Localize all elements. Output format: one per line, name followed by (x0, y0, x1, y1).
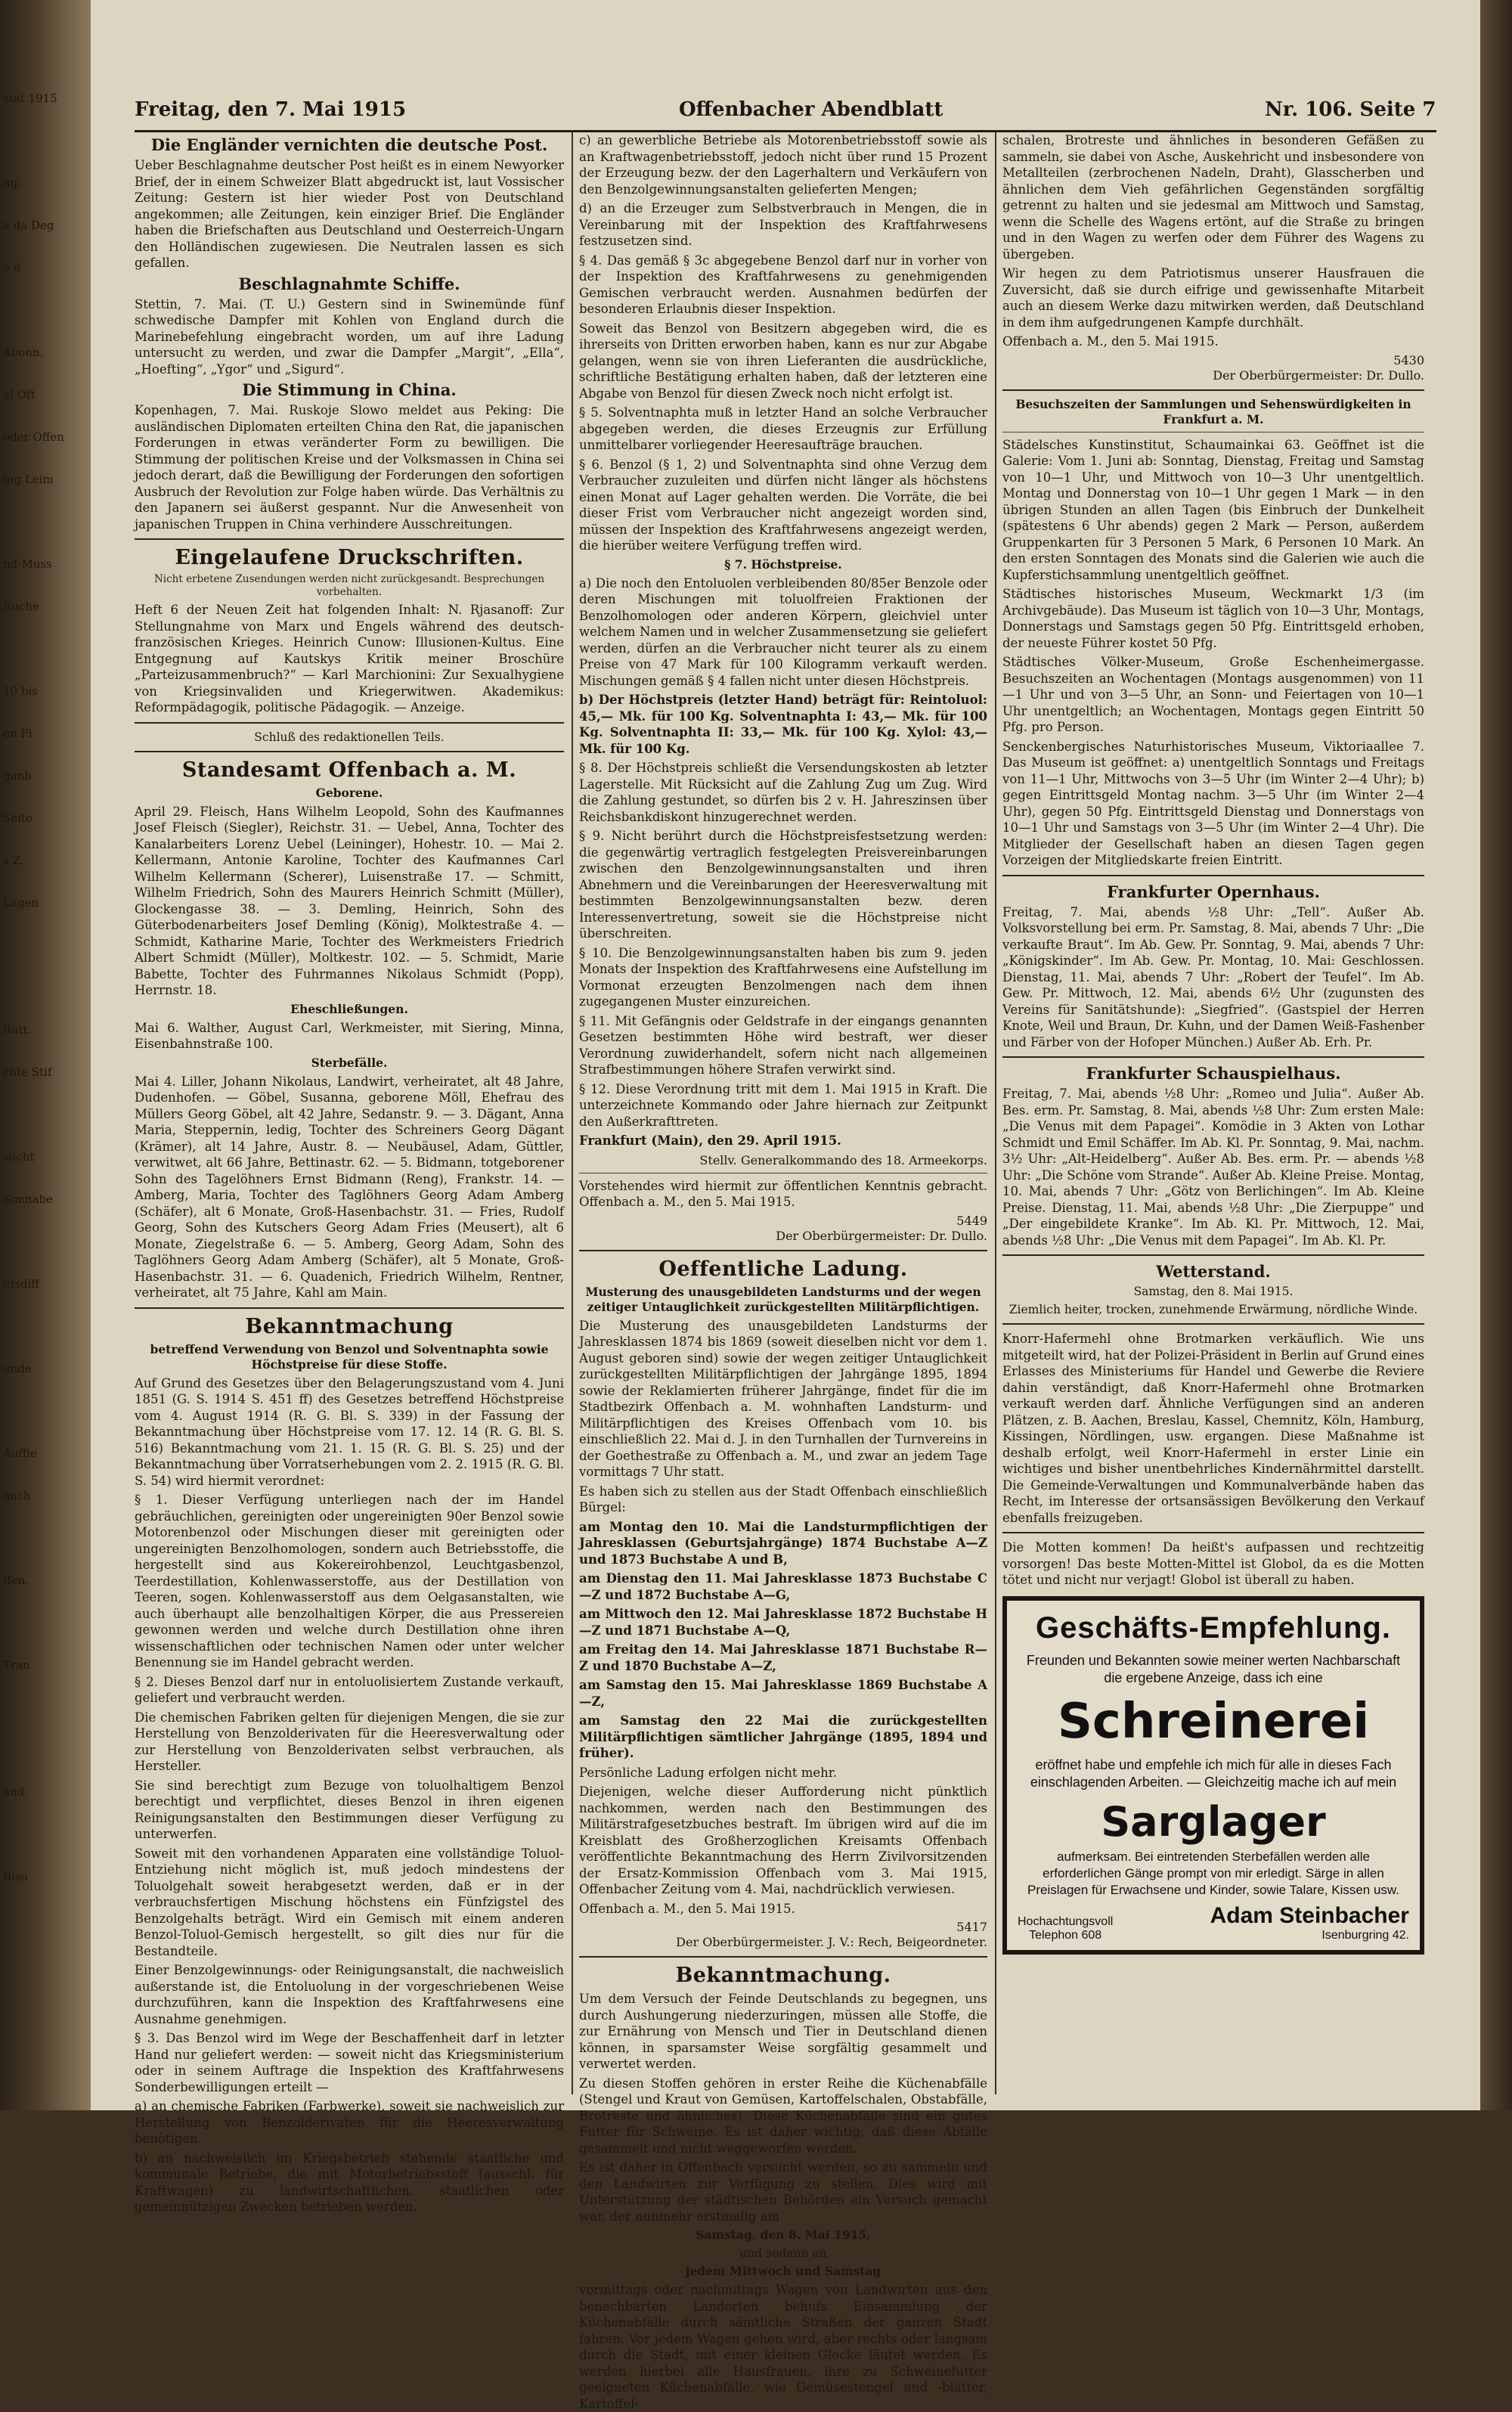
binding-fragment-line: nach (3, 1489, 31, 1502)
benzol-notice-text: Sie sind berechtigt zum Bezuge von toluolhaltigem Benzol berechtigt und verpflichtet, dieses Benzol in ihren eigenen Reinigungsanstalten den Bestimmungen dieser Verfügung zu unterwerfen. (135, 1778, 564, 1841)
binding-fragment-line (3, 1827, 79, 1869)
weather-forecast: Ziemlich heiter, trocken, zunehmende Erwärmung, nördliche Winde. (1009, 1303, 1418, 1316)
binding-fragment-line (3, 1107, 79, 1149)
registry-marriages-text: Mai 6. Walther, August Carl, Werkmeister, mit Siering, Minna, Eisenbahnstraße 100. (135, 1020, 564, 1051)
summons-schedule: am Freitag den 14. Mai Jahresklasse 1871 Buchstabe R—Z und 1870 Buchstabe A—Z, (579, 1642, 987, 1673)
summons-schedule: am Samstag den 15. Mai Jahresklasse 1869 Buchstabe A—Z, (579, 1678, 987, 1709)
binding-fragment-line (3, 514, 79, 556)
museum-text: Städelsches Kunstinstitut, Schaumainkai 63. Geöffnet ist die Galerie: Vom 1. Juni ab: Sonntag, Dienstag, Freitag und Samstag von 10—1 Uhr, und Mittwoch von 10—3 Uhr unentgeltlich. Montag und Donnerstag von 10—1 Uhr gegen 1 Mark — in den übrigen Stunden an allen Tagen (bis Einbruch der Dunkelheit (spätestens 6 Uhr abends) gegen 2 Mark — Person, außerdem Gruppenkarten für 3 Personen 5 Mark, 6 Personen 10 Mark. An den ersten Sonntagen des Monats sind die Galerien wie auch die Kupferstichsammlung unentgeltlich geöffnet. (1002, 437, 1424, 582)
benzol-notice-text: Auf Grund des Gesetzes über den Belagerungszustand vom 4. Juni 1851 (G. S. 1914 S. 451 ff) des Gesetzes betreffend Höchstpreise vom 4. August 1914 (R. G. Bl. S. 339) in der Fassung der Bekanntmachung über Höchstpreise vom 17. 12. 14 (R. G. Bl. S. 516) Bekanntmachung vom 21. 1. 15 (R. G. Bl. S. 25) und der Bekanntmachung über Vorratserhebungen vom 2. 2. 1915 (R. G. Bl. S. 54) wird hiermit verordnet: (135, 1375, 564, 1488)
advert-greeting: Hochachtungsvoll (1018, 1914, 1114, 1928)
registry-deaths-heading: Sterbefälle. (311, 1055, 388, 1070)
book-edge-right (1480, 0, 1512, 2110)
header-page-number: Nr. 106. Seite 7 (1265, 98, 1436, 121)
benzol-notice-text: § 12. Diese Verordnung tritt mit dem 1. Mai 1915 in Kraft. Die unterzeichnete Kommando oder Jahre hiernach zur Zeitpunkt den Außerkrafttreten. (579, 1081, 987, 1129)
summons-text: Es haben sich zu stellen aus der Stadt Offenbach einschließlich Bürgel: (579, 1483, 987, 1514)
benzol-notice-text: § 8. Der Höchstpreis schließt die Versendungskosten ab letzter Lagerstelle. Mit Rücksicht auf die Zahlung Zug um Zug. Wird die Zahlung gestundet, so dürfen bis 2 v. H. Jahreszinsen über Reichsbankdiskont hinzugerechnet werden. (579, 761, 987, 824)
binding-fragment-line: Ratt. (3, 1023, 32, 1037)
binding-fragment-line: unde (3, 1362, 32, 1375)
theatre-program: Freitag, 7. Mai, abends ½8 Uhr: „Romeo und Julia“. Außer Ab. Bes. erm. Pr. Samstag, 8. Mai, abends ½8 Uhr: Zum ersten Male: „Die Venus mit dem Papagei“. Komödie in 3 Akten von Lothar Schmidt und Emil Schäffer. Im Ab. Kl. Pr. Sonntag, 9. Mai, nachm. 3½ Uhr: „Alt-Heidelberg“. Außer Ab. Bes. erm. Pr. — abends ½8 Uhr: „Die Schöne vom Strande“. Außer Ab. Kleine Preise. Montag, 10. Mai, abends 7 Uhr: „Götz von Berlichingen“. Im Ab. Kleine Preise. Dienstag, 11. Mai, abends ½8 Uhr: „Die Zierpuppe“ und „Der eingebildete Kranke“. Im Ab. Kl. Pr. Mittwoch, 12. Mai, abends ½8 Uhr: „Die Venus mit dem Papagei“. Im Ab. Kl. Pr. (1002, 1087, 1424, 1248)
book-binding-left (0, 0, 91, 2110)
summons-text: Die Musterung des unausgebildeten Landsturms der Jahresklassen 1874 bis 1869 (soweit dieselben nicht vor dem 1. August geboren sind) sowie der wegen zeitiger Untauglichkeit zurückgestellten Militärpflichtigen der Jahrgänge 1895, 1894 sowie der Reklamierten früherer Jahrgänge, findet für die im Stadtbezirk Offenbach a. M. wohnhaften Landsturm- und Militärpflichtigen des Kreises Offenbach vom 10. bis einschließlich 22. Mai d. J. in den Turnhallen der Turnvereins in der Goethestraße zu Offenbach a. M., und zwar an jedem Tage vormittags 7 Uhr statt. (579, 1318, 987, 1479)
binding-fragment-line: a da Deg (3, 219, 54, 232)
publications-text: Heft 6 der Neuen Zeit hat folgenden Inhalt: N. Rjasanoff: Zur Stellungnahme von Marx und Engels während des deutsch-französischen Krieges. Heinrich Cunow: Illusionen-Kultus. Eine Entgegnung auf Kautskys Kritik meiner Broschüre „Parteizusammenbruch?“ — Karl Marchionini: Zur Sexualhygiene von Kriegsinvaliden und Kriegerwitwen. Akademikus: Reformpädagogik, politische Pädagogik. — Anzeige. (135, 603, 564, 715)
article-text-china: Kopenhagen, 7. Mai. Ruskoje Slowo meldet aus Peking: Die ausländischen Diplomaten erteilten China den Rat, die japanischen Forderungen in etwas veränderter Form zu bewilligen. Die Stimmung der politischen Kreise und der Volksmassen in China sei jedoch derart, daß die Bewilligung der Forderungen den sofortigen Ausbruch der Revolution zur Folge haben würde. Das Verhältnis zu den Japanern sei äußerst gespannt. Nur die Anwesenheit von japanischen Truppen in China verhindere Ausschreitungen. (135, 403, 564, 532)
benzol-notice-subtitle: betreffend Verwendung von Benzol und Solventnaphta sowie Höchstpreise für diese Stoffe. (150, 1341, 549, 1372)
summons-schedule: am Montag den 10. Mai die Landsturmpflichtigen der Jahresklassen (Geburtsjahrgänge) 1874 Buchstabe A—Z und 1873 Buchstabe A und B, (579, 1519, 987, 1567)
binding-fragment-line (3, 938, 79, 980)
binding-fragment-line: nd-Muss (3, 557, 52, 571)
section-title-registry: Standesamt Offenbach a. M. (181, 758, 517, 782)
advert-phone-number: Telephon 608 (1029, 1928, 1102, 1942)
registry-births-text: April 29. Fleisch, Hans Wilhelm Leopold, Sohn des Kaufmannes Josef Fleisch (Siegler), Reichstr. 31. — Uebel, Anna, Tochter des Kanalarbeiters Lorenz Uebel (Leininger), Hohestr. 10. — Mai 2. Kellermann, Antonie Karoline, Tochter des Kaufmannes Carl Wilhelm Kellermann (Scherer), Luisenstraße 17. — Schmitt, Wilhelm Friedrich, Sohn des Maurers Heinrich Schmitt (Müller), Glockengasse 38. — 3. Demling, Heinrich, Sohn des Güterbodenarbeiters Josef Demling (König), Molktestraße 4. — Schmidt, Katharine Marie, Tochter des Werkmeisters Friedrich Albert Schmidt (Müller), Moltkestr. 102. — 5. Schmidt, Marie Babette, Tochter des Fuhrmannes Nikolaus Schmidt (Popp), Herrnstr. 18. (135, 804, 564, 997)
separator (1002, 1254, 1424, 1256)
binding-fragment-line: ing Leim (3, 473, 54, 486)
separator (579, 1250, 987, 1251)
binding-fragment-line: and. (3, 1785, 28, 1799)
ad-number: 5430 (1393, 352, 1424, 367)
binding-fragment-line (3, 1615, 79, 1657)
binding-fragment-line: ganb (3, 769, 32, 783)
kitchen-waste-days: jedem Mittwoch und Samstag (685, 2264, 881, 2278)
binding-fragment-line (3, 641, 79, 684)
section-title-benzol-notice: Bekanntmachung (245, 1314, 454, 1338)
binding-fragment-line: Lagen (3, 896, 39, 910)
binding-fragment-line: Ruche (3, 600, 39, 613)
summons-text: Diejenigen, welche dieser Aufforderung nicht pünktlich nachkommen, werden nach den Bestimmungen des Militärstrafgesetzbuches bestraft. Im übrigen wird auf die im Kreisblatt des Großherzoglichen Kreisamts Offenbach veröffentlichte Bekanntmachung des Herrn Zivilvorsitzenden der Ersatz-Kommission Offenbach vom 3. Mai 1915, Offenbacher Zeitung vom 4. Mai, nachdrücklich verwiesen. (579, 1784, 987, 1896)
page-header (135, 98, 1436, 132)
benzol-notice-signature: Stellv. Generalkommando des 18. Armeekorps. (699, 1152, 987, 1167)
advert-text: Freunden und Bekannten sowie meiner werten Nachbarschaft die ergebene Anzeige, dass ich eine (1026, 1652, 1401, 1685)
binding-fragment-line: chte Stif (3, 1065, 52, 1079)
summons-schedule: am Dienstag den 11. Mai Jahresklasse 1873 Buchstabe C—Z und 1872 Buchstabe A—G, (579, 1571, 987, 1602)
separator (1002, 389, 1424, 391)
kitchen-waste-text: schalen, Brotreste und ähnliches in besonderen Gefäßen zu sammeln, sie dabei von Asche, Auskehricht und insbesondere von Metallteilen (zerbrochenen Nadeln, Draht), Glasscherben und ähnlichen dem Vieh gefährlichen Gegenständen sorgfältig getrennt zu halten und sie jedesmal am Mittwoch und Samstag, wenn die Schelle des Wagens ertönt, auf die Straße zu bringen und in den Wagen zu werfen oder dem Führer des Wagens zu übergeben. (1002, 133, 1424, 262)
binding-fragment-line: al Oft (3, 388, 36, 401)
summons-text: Persönliche Ladung erfolgen nicht mehr. (579, 1765, 838, 1780)
advert-address: Isenburgring 42. (1321, 1928, 1409, 1942)
binding-fragment-line: en Fi (3, 727, 33, 740)
binding-fragment-line: ufsdiff (3, 1277, 39, 1291)
kitchen-waste-date: Samstag, den 8. Mai 1915, (696, 2228, 871, 2242)
column-1 (135, 132, 564, 2214)
benzol-notice-place-date: Frankfurt (Main), den 29. April 1915. (579, 1133, 841, 1148)
binding-fragment-line: Seite (3, 811, 33, 825)
section-title-summons: Oeffentliche Ladung. (658, 1257, 908, 1281)
advert-headline-carpentry: Schreinerei (1057, 1693, 1370, 1750)
summons-schedule: am Samstag den 22 Mai die zurückgestellten Militärpflichtigen sämtlicher Jahrgänge (1895, 1894 und früher). (579, 1713, 987, 1760)
kitchen-waste-text: vormittags oder nachmittags Wagen von Landwirten aus den benachbarten Landorten behufs Einsammlung der Küchenabfälle durch sämtliche Straßen der ganzen Stadt fahren. Vor jedem Wagen gehen wird, aber rechts oder langsam durch die Stadt, mit einer kleinen Glocke läutet werden. Es werden hierbei alle Hausfrauen, ihre zu Schweinefutter geeigneten Küchenabfälle, wie Gemüsestengel und -blätter, Kartoffel- (579, 2283, 987, 2411)
benzol-notice-text: § 11. Mit Gefängnis oder Geldstrafe in der eingangs genannten Gesetzen bestimmten Höhe wird bestraft, wer dieser Verordnung zuwiderhandelt, sofern nicht nach allgemeinen Strafbestimmungen höhere Strafen verwirkt sind. (579, 1013, 987, 1077)
benzol-notice-text: Die chemischen Fabriken gelten für diejenigen Mengen, die sie zur Herstellung von Benzolderivaten für die Heeresverwaltung oder zur Herstellung von Benzolderivaten selbst verbrauchen, als Hersteller. (135, 1710, 564, 1773)
binding-fragment-line (3, 1234, 79, 1276)
separator (1002, 1532, 1424, 1533)
article-text-post: Ueber Beschlagnahme deutscher Post heißt es in einem Newyorker Brief, der in einem Schweizer Blatt abgedruckt ist, laut Vossischer Zeitung: Gestern ist hier wieder Post von Deutschland angekommen; alle Zeitungen, kein einziger Brief. Die Engländer haben die Briefschaften aus Deutschland und Oesterreich-Ungarn den Holländischen zugewiesen. Die Neutralen lassen es sich gefallen. (135, 158, 564, 270)
advert-signature (1210, 1903, 1409, 1942)
section-title-publications: Eingelaufene Druckschriften. (175, 546, 524, 569)
benzol-notice-text: b) Der Höchstpreis (letzter Hand) beträgt für: Reintoluol: 45,— Mk. für 100 Kg. Solventnaphta I: 43,— Mk. für 100 Kg. Solventnaphta II: 33,— Mk. für 100 Kg. Xylol: 43,— Mk. für 100 Kg. (579, 693, 987, 756)
benzol-notice-text: Soweit das Benzol von Besitzern abgegeben wird, die es ihrerseits von Dritten erworben haben, kann es nur zur Abgabe gelangen, wenn sie von ihren Lieferanten die ausdrückliche, schriftliche Bestätigung erhalten haben, daß der letzteren eine Abgabe von Benzol für diesen Zweck noch nicht erfolgt ist. (579, 321, 987, 401)
summons-date: Offenbach a. M., den 5. Mai 1915. (579, 1901, 795, 1916)
benzol-notice-publication: Vorstehendes wird hiermit zur öffentlichen Kenntnis gebracht. Offenbach a. M., den 5. Mai 1915. (579, 1178, 987, 1209)
column-rule-1 (572, 132, 573, 2094)
kitchen-waste-text: Um dem Versuch der Feinde Deutschlands zu begegnen, uns durch Aushungerung niederzuringen, müssen alle Stoffe, die zur Ernährung von Mensch und Tier in Deutschland dienen können, in sparsamster Weise sorgfältig gesammelt und verwertet werden. (579, 1992, 987, 2071)
registry-deaths-text: Mai 4. Liller, Johann Nikolaus, Landwirt, verheiratet, alt 48 Jahre, Dudenhofen. — Göbel, Susanna, geborene Möll, Ehefrau des Müllers Georg Göbel, alt 42 Jahre, Sedanstr. 9. — 3. Dägant, Anna Maria, Steppernin, ledig, Tochter des Schreiners Georg Dägant (Krämer), alt 14 Jahre, Austr. 8. — Neubäusel, Adam, Güttler, verwitwet, alt 66 Jahre, Bettinastr. 62. — 5. Bidmann, totgeborener Sohn des Tagelöhners Ernst Bidmann (Reng), Frankstr. 14. — Amberg, Maria, Tochter des Taglöhners Georg Adam Amberg (Schäfer), alt 6 Monate, Groß-Hasenbachstr. 31. — Fries, Rudolf Georg, Sohn des Kutschers Georg Adam Fries (Meusert), alt 6 Monate, Ziegelstraße 6. — 5. Amberg, Georg Adam, Sohn des Taglöhners Georg Adam Amberg (Schäfer), alt 5 Monate, Groß-Hasenbachstr. 31. — 6. Quadenich, Friedrich Wilhelm, Rentner, verheiratet, alt 75 Jahre, Kahl am Main. (135, 1074, 564, 1300)
binding-fragment-line: e d (3, 261, 21, 274)
section-title-opera: Frankfurter Opernhaus. (1107, 882, 1320, 901)
mayor-signature: Der Oberbürgermeister: Dr. Dullo. (776, 1228, 987, 1243)
advert-text: aufmerksam. Bei eintretenden Sterbefällen werden alle erforderlichen Gänge prompt von mir erledigt. Särge in allen Preislagen für Erwachsene und Kinder, sowie Talare, Kissen usw. (1027, 1849, 1399, 1897)
benzol-notice-text: § 3. Das Benzol wird im Wege der Beschaffenheit darf in letzter Hand nur geliefert werden: — soweit nicht das Kriegsministerium oder in seinem Auftrage die Inspektion des Kraftfahrwesens Sonderbewilligungen erteilt — (135, 2031, 564, 2094)
kitchen-waste-text: Es ist daher in Offenbach versucht werden, so zu sammeln und den Landwirten zur Verfügung zu stellen. Dies wird mit Unterstützung der städtischen Behörden ein Versuch gemacht war, der nunmehr erstmalig am (579, 2160, 987, 2224)
binding-fragment-line (3, 133, 79, 175)
benzol-notice-text: § 10. Die Benzolgewinnungsanstalten haben bis zum 9. jeden Monats der Inspektion des Kraftfahrwesens eine Aufstellung im Vormonat erzeugten Benzolmengen nach dem ihnen zugegangenen Muster einzureichen. (579, 945, 987, 1009)
article-title-ships: Beschlagnahmte Schiffe. (238, 274, 460, 293)
advert-phone (1018, 1915, 1113, 1942)
kitchen-waste-date: Offenbach a. M., den 5. Mai 1915. (1002, 334, 1219, 349)
publications-note: Nicht erbetene Zusendungen werden nicht zurückgesandt. Besprechungen vorbehalten. (153, 573, 545, 598)
benzol-notice-text: § 1. Dieser Verfügung unterliegen nach der im Handel gebräuchlichen, gereinigten oder ungereinigten 90er Benzol sowie Motorenbenzol oder Mischungen dieser mit gereinigten oder ungereinigten Benzolhomologen, sondern auch Betriebsstoffe, die hergestellt sind aus Kokereirohbenzol, Leuchtgasbenzol, Teerdestillation, Kohlenwasserstoffe, aus der Destillation von Teeren, sogen. Kohlenwasserstoff aus dem Oelgasanstalten, wie auch überhaupt alle benzolhaltigen Körper, die aus Pressereien gewonnen werden und welche durch Destillation ohne ihren wissenschaftlichen oder technischen Namen oder unter welcher Benennung sie im Handel gebracht werden. (135, 1493, 564, 1669)
carpentry-advert (1002, 1596, 1424, 1955)
separator (1002, 1323, 1424, 1325)
section-title-kitchen-waste: Bekanntmachung. (675, 1964, 891, 1987)
binding-fragment-line: sucht (3, 1150, 35, 1164)
benzol-notice-text: § 5. Solventnaphta muß in letzter Hand an solche Verbraucher abgegeben werden, die dieses Erzeugnis zur Erfüllung unmittelbarer vorliegender Heeresaufträge brauchen. (579, 405, 987, 452)
column-3 (1002, 132, 1424, 2098)
binding-fragment-line: Biso (3, 1870, 28, 1883)
column-2 (579, 132, 987, 2411)
advert-owner-name: Adam Steinbacher (1210, 1902, 1409, 1928)
article-title-china: Die Stimmung in China. (242, 380, 457, 399)
binding-fragment-line: Auffle (3, 1446, 37, 1460)
separator (135, 751, 564, 752)
separator (135, 538, 564, 540)
registry-births-heading: Geborene. (315, 785, 383, 800)
separator (135, 1307, 564, 1309)
benzol-notice-text: a) an chemische Fabriken (Farbwerke), soweit sie nachweislich zur Herstellung von Benzolderivaten für die Heeresverwaltung benötigen. (135, 2099, 564, 2146)
registry-marriages-heading: Eheschließungen. (290, 1001, 408, 1016)
binding-fragment-line (3, 1319, 79, 1361)
binding-fragment-line: ng. (3, 176, 22, 190)
binding-fragments (3, 91, 79, 1911)
summons-subtitle: Musterung des unausgebildeten Landsturms und der wegen zeitiger Untauglichkeit zurückgestellten Militärpflichtigen. (585, 1284, 981, 1314)
benzol-notice-text: § 2. Dieses Benzol darf nur in entoluolisiertem Zustande verkauft, geliefert und verbraucht werden. (135, 1674, 564, 1705)
advert-footer (1018, 1903, 1409, 1942)
separator (1002, 1056, 1424, 1058)
binding-fragment-line: 10 bis (3, 684, 38, 698)
binding-fragment-line: ffen. (3, 1573, 29, 1587)
binding-fragment-line: Sonnabe (3, 1192, 54, 1206)
editorial-end-note: Schluß des redaktionellen Teils. (254, 730, 445, 744)
knorr-notice: Knorr-Hafermehl ohne Brotmarken verkäuflich. Wie uns mitgeteilt wird, hat der Polizei-Präsident in Berlin auf Grund eines Erlasses des Ministeriums für Handel und Gewerbe die Reviere dahin verständigt, daß Knorr-Hafermehl ohne Brotmarken verkauft werden darf. Ähnliche Verfügungen sind an anderen Plätzen, z. B. Aachen, Breslau, Kassel, Chemnitz, Köln, Hamburg, Kissingen, Nördlingen, usw. ergangen. Diese Maßnahme ist deshalb erfolgt, weil Knorr-Hafermehl in erster Linie ein wichtiges und bisher unentbehrliches Kindernährmittel darstellt. Die Gemeinde-Verwaltungen und Kommunalverbände haben das Recht, im Interesse der ortsansässigen Bevölkerung den Verkauf ebenfalls freizugeben. (1002, 1332, 1424, 1525)
binding-fragment-line (3, 1742, 79, 1784)
museum-text: Städtisches Völker-Museum, Große Eschenheimergasse. Besuchszeiten an Wochentagen (Montags ausgenommen) von 11—1 Uhr und von 3—5 Uhr, an Sonn- und Feiertagen von 10—1 Uhr unentgeltlich; an Wochentagen, Montags gegen Eintritt 50 Pfg. pro Person. (1002, 655, 1424, 734)
benzol-notice-text: § 9. Nicht berührt durch die Höchstpreisfestsetzung werden: die gegenwärtig vertraglich festgelegten Preisvereinbarungen zwischen den Benzolgewinnungsanstalten und ihren Abnehmern und die Vereinbarungen der Heeresverwaltung mit bestimmten Benzolgewinnungsanstalten bezw. deren Interessenvertretung, soweit sie die Höchstpreise nicht überschreiten. (579, 829, 987, 941)
max-prices-heading: § 7. Höchstpreise. (724, 556, 842, 572)
ad-number: 5449 (956, 1213, 987, 1228)
binding-fragment-line (3, 1700, 79, 1742)
advert-text: eröffnet habe und empfehle ich mich für alle in dieses Fach einschlagenden Arbeiten. — Gleichzeitig mache ich auf mein (1030, 1756, 1397, 1790)
mayor-signature: Der Oberbürgermeister: Dr. Dullo. (1213, 367, 1424, 383)
advert-headline-coffins: Sarglager (1101, 1797, 1326, 1846)
opera-program: Freitag, 7. Mai, abends ½8 Uhr: „Tell“. Außer Ab. Volksvorstellung bei erm. Pr. Samstag, 8. Mai, abends 7 Uhr: „Die verkaufte Braut“. Im Ab. Gew. Pr. Sonntag, 9. Mai, abends 7 Uhr: „Königskinder“. Im Ab. Gew. Pr. Montag, 10. Mai: Geschlossen. Dienstag, 11. Mai, abends 7 Uhr: „Robert der Teufel“. Im Ab. Gew. Pr. Mittwoch, 12. Mai, abends 6½ Uhr (zugunsten des Vereins für Sanitätshunde): „Siegfried“. (Gastspiel der Herren Knote, Weil und Braun, Dr. Kuhn, und der Damen Weiß-Fashenber und Färber von der Hofoper München.) Außer Ab. Erh. Pr. (1002, 904, 1424, 1049)
article-title-post: Die Engländer vernichten die deutsche Post. (150, 135, 548, 154)
kitchen-waste-text: und sodann an (739, 2246, 827, 2260)
binding-fragment-line (3, 1530, 79, 1573)
header-date: Freitag, den 7. Mai 1915 (135, 98, 407, 121)
column-rule-2 (995, 132, 996, 2094)
benzol-notice-text: § 4. Das gemäß § 3c abgegebene Benzol darf nur in vorher von der Inspektion des Kraftfahrwesens zu genehmigenden Gemischen verbraucht werden. Ausnahmen bedürfen der besonderen Erlaubnis dieser Inspektion. (579, 253, 987, 316)
museum-text: Senckenbergisches Naturhistorisches Museum, Viktoriaallee 7. Das Museum ist geöffnet: a) unentgeltlich Sonntags und Freitags von 11—1 Uhr, Mittwochs von 3—5 Uhr (im Winter 2—4 Uhr); b) gegen Eintrittsgeld Montag nachm. 3—5 Uhr (im Winter 2—4 Uhr), gegen 50 Pfg. Eintrittsgeld Dienstag und Donnerstags von 10—1 Uhr und Samstags von 3—5 Uhr (im Winter 2—4 Uhr). Die Mitglieder der Gesellschaft haben an diesen Tagen gegen Vorzeigen der Mitgliedskarte freien Eintritt. (1002, 739, 1424, 867)
binding-fragment-line: stat 1915 (3, 91, 57, 105)
summons-schedule: am Mittwoch den 12. Mai Jahresklasse 1872 Buchstabe H—Z und 1871 Buchstabe A—Q, (579, 1607, 987, 1638)
benzol-notice-text: Soweit mit den vorhandenen Apparaten eine vollständige Toluol-Entziehung nicht möglich ist, muß jedoch mindestens der Toluolgehalt soweit herabgesetzt werden, daß er in der verbrauchsfertigen Mischung höchstens ein Fünfzigstel des Benzolgehalts beträgt. Wird ein Gemisch mit einem anderen Benzol-Toluol-Gemisch hergestellt, so gilt dies nur für die Bestandteile. (135, 1846, 564, 1958)
kitchen-waste-text: Zu diesen Stoffen gehören in erster Reihe die Küchenabfälle (Stengel und Kraut von Gemüsen, Kartoffelschalen, Obstabfälle, Brotreste und ähnliches). Diese Küchenabfälle sind ein gutes Futter für Schweine. Es ist daher wichtig, daß diese Abfälle gesammelt und nicht weggeworfen werden. (579, 2076, 987, 2156)
binding-fragment-line: Abonn. (3, 346, 44, 359)
benzol-notice-text: a) Die noch den Entoluolen verbleibenden 80/85er Benzole oder deren Mischungen mit toluolfreien Fraktionen der Benzolhomologen oder anderen Körpern, gleichviel unter welchem Namen und in welcher Zusammensetzung sie geliefert werden, dürfen an die Verbraucher nicht teurer als zu einem Preise von 47 Mark für 100 Kilogramm verkauft werden. Mischungen gemäß § 4 fallen nicht unter diesen Höchstpreis. (579, 575, 987, 688)
section-title-weather: Wetterstand. (1156, 1262, 1271, 1281)
section-title-museums: Besuchszeiten der Sammlungen und Sehenswürdigkeiten in Frankfurt a. M. (1015, 396, 1411, 426)
moth-advert: Die Motten kommen! Da heißt's aufpassen und rechtzeitig vorsorgen! Das beste Motten-Mittel ist Globol, da es die Motten tötet und nicht nur verjagt! Globol ist überall zu haben. (1002, 1540, 1424, 1587)
binding-fragment-line (3, 1403, 79, 1446)
benzol-notice-text: Einer Benzolgewinnungs- oder Reinigungsanstalt, die nachweislich außerstande ist, die Entoluolung in der vorgeschriebenen Weise durchzuführen, kann die Inspektion des Kraftfahrwesens eine Ausnahme genehmigen. (135, 1963, 564, 2026)
kitchen-waste-text: Wir hegen zu dem Patriotismus unserer Hausfrauen die Zuversicht, daß sie durch eifrige und gewissenhafte Mitarbeit auch an diesem Werke dazu mitwirken werden, daß Deutschland in dem ihm aufgedrungenen Kampfe durchhält. (1002, 266, 1424, 330)
separator (579, 1956, 987, 1958)
binding-fragment-line: Tran (3, 1658, 30, 1672)
benzol-notice-text: b) an nachweislich im Kriegsbetrieb stehende staatliche und kommunale Betriebe, die mit Motorbetriebsstoff (ausschl. für Kraftwagen) zu landwirtschaftlichen, staatlichen oder gemeinnützigen Zwecken betrieben werden. (135, 2150, 564, 2214)
summons-signature: Der Oberbürgermeister. J. V.: Rech, Beigeordneter. (676, 1935, 987, 1949)
binding-fragment-line (3, 980, 79, 1022)
binding-fragment-line: oder Offen (3, 430, 64, 444)
ad-number: 5417 (956, 1920, 987, 1934)
benzol-notice-text: d) an die Erzeuger zum Selbstverbrauch in Mengen, die in Vereinbarung mit der Inspektion des Kraftfahrwesens festzusetzen sind. (579, 201, 987, 248)
binding-fragment-line (3, 302, 79, 345)
weather-date: Samstag, den 8. Mai 1915. (1133, 1285, 1294, 1298)
separator (1002, 875, 1424, 876)
section-title-theatre: Frankfurter Schauspielhaus. (1086, 1064, 1341, 1083)
advert-title: Geschäfts-Empfehlung. (1036, 1611, 1391, 1645)
museum-text: Städtisches historisches Museum, Weckmarkt 1/3 (im Archivgebäude). Das Museum ist täglich von 10—3 Uhr, Montags, Donnerstags und Samstags gegen 50 Pfg. Eintrittsgeld erhoben, der neueste Führer kostet 50 Pfg. (1002, 587, 1424, 650)
binding-fragment-line: s Z. (3, 854, 24, 867)
article-text-ships: Stettin, 7. Mai. (T. U.) Gestern sind in Swinemünde fünf schwedische Dampfer mit Kohlen von England durch die Marinebefehlung eingebracht worden, um auf ihre Ladung untersucht zu werden, und zwar die Dampfer „Margit“, „Ella“, „Hoefting“, „Ygor“ und „Sigurd“. (135, 296, 564, 377)
header-paper-title: Offenbacher Abendblatt (679, 98, 943, 121)
benzol-notice-text: § 6. Benzol (§ 1, 2) und Solventnaphta sind ohne Verzug dem Verbraucher zuzuleiten und dürfen nicht länger als höchstens einen Monat auf Lager gehalten werden. Die Vorräte, die bei dieser Frist vom Verbraucher nicht angezeigt worden sind, müssen der Inspektion des Kraftfahrwesens angezeigt werden, die hierüber weitere Verfügung treffen wird. (579, 457, 987, 553)
separator (135, 722, 564, 724)
benzol-notice-text: c) an gewerbliche Betriebe als Motorenbetriebsstoff sowie als an Kraftwagenbetriebsstoff, jedoch nicht über rund 15 Prozent der Erzeugung bezw. der den Lagerhaltern und Verkäufern von den Benzolgewinnungsanstalten gelieferten Mengen; (579, 133, 987, 197)
